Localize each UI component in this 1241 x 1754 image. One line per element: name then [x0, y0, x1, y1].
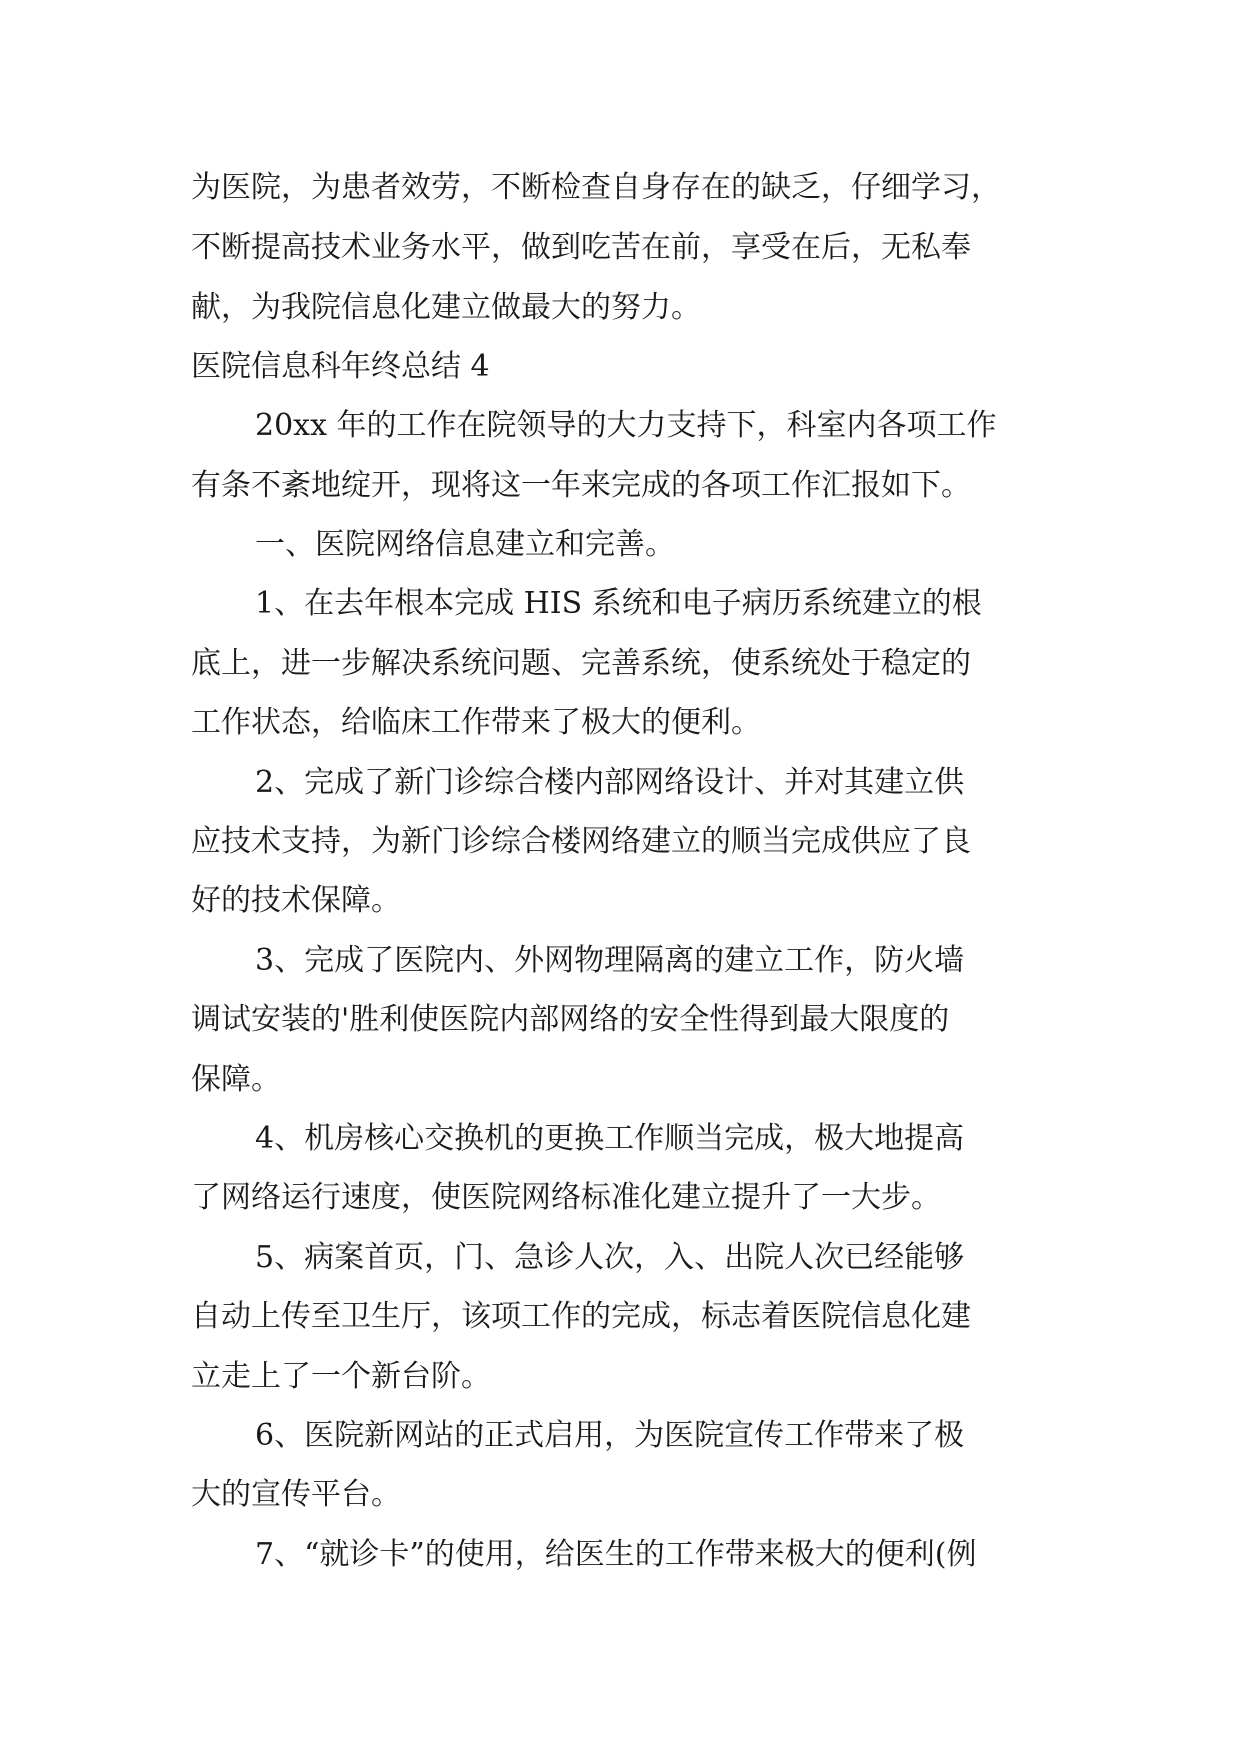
list-item-line: 2、完成了新门诊综合楼内部网络设计、并对其建立供	[255, 765, 965, 800]
subsection-heading: 一、医院网络信息建立和完善。	[255, 527, 675, 562]
body-text-line: 20xx 年的工作在院领导的大力支持下，科室内各项工作	[255, 408, 997, 443]
list-item-line: 保障。	[191, 1062, 281, 1097]
list-item-line: 4、机房核心交换机的更换工作顺当完成，极大地提高	[255, 1121, 965, 1156]
list-item-line: 7、“就诊卡”的使用，给医生的工作带来极大的便利(例	[255, 1537, 977, 1572]
list-item-line: 好的技术保障。	[191, 883, 401, 918]
list-item-line: 1、在去年根本完成 HIS 系统和电子病历系统建立的根	[255, 586, 982, 621]
list-item-line: 了网络运行速度，使医院网络标准化建立提升了一大步。	[191, 1180, 941, 1215]
body-text-line: 为医院，为患者效劳，不断检查自身存在的缺乏，仔细学习，	[191, 170, 1001, 205]
list-item-line: 底上，进一步解决系统问题、完善系统，使系统处于稳定的	[191, 646, 971, 681]
section-heading: 医院信息科年终总结 4	[191, 349, 490, 384]
list-item-line: 5、病案首页，门、急诊人次，入、出院人次已经能够	[255, 1240, 965, 1275]
list-item-line: 3、完成了医院内、外网物理隔离的建立工作，防火墙	[255, 943, 965, 978]
list-item-line: 自动上传至卫生厅，该项工作的完成，标志着医院信息化建	[191, 1299, 971, 1334]
list-item-line: 调试安装的'胜利使医院内部网络的安全性得到最大限度的	[191, 1002, 950, 1037]
body-text-line: 献，为我院信息化建立做最大的努力。	[191, 290, 701, 325]
list-item-line: 6、医院新网站的正式启用，为医院宣传工作带来了极	[255, 1418, 965, 1453]
list-item-line: 应技术支持，为新门诊综合楼网络建立的顺当完成供应了良	[191, 824, 971, 859]
list-item-line: 立走上了一个新台阶。	[191, 1359, 491, 1394]
list-item-line: 工作状态，给临床工作带来了极大的便利。	[191, 705, 761, 740]
list-item-line: 大的宣传平台。	[191, 1477, 401, 1512]
body-text-line: 有条不紊地绽开，现将这一年来完成的各项工作汇报如下。	[191, 468, 971, 503]
body-text-line: 不断提高技术业务水平，做到吃苦在前，享受在后，无私奉	[191, 230, 971, 265]
